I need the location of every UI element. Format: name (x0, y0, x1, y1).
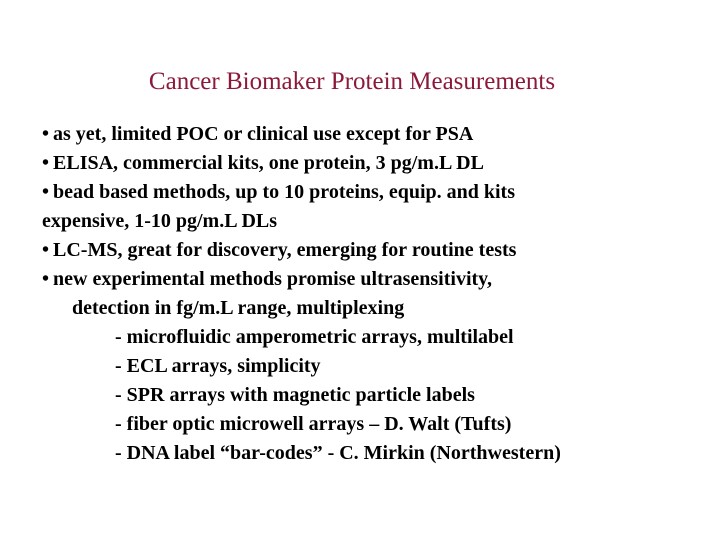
bullet-line-experimental (42, 265, 702, 294)
bullet-line-poc (42, 120, 702, 149)
slide-body (42, 120, 702, 468)
line-text: expensive, 1-10 pg/m.L DLs (42, 210, 278, 232)
line-text: - SPR arrays with magnetic particle labels (115, 384, 475, 406)
sub-item-dna-barcodes (42, 439, 702, 468)
continuation-line-experimental (42, 294, 702, 323)
line-text: as yet, limited POC or clinical use except for PSA (53, 123, 474, 145)
line-text: - microfluidic amperometric arrays, multilabel (115, 326, 514, 348)
line-text: bead based methods, up to 10 proteins, equip. and kits (53, 181, 515, 203)
sub-item-microfluidic (42, 323, 702, 352)
bullet-line-lcms (42, 236, 702, 265)
bullet-icon: • (42, 239, 50, 261)
line-text: - DNA label “bar-codes” - C. Mirkin (Northwestern) (115, 442, 561, 464)
line-text: new experimental methods promise ultrasensitivity, (53, 268, 493, 290)
line-text: detection in fg/m.L range, multiplexing (72, 297, 405, 319)
line-text: LC-MS, great for discovery, emerging for routine tests (53, 239, 517, 261)
bullet-icon: • (42, 268, 50, 290)
line-text: ELISA, commercial kits, one protein, 3 pg/m.L DL (53, 152, 484, 174)
bullet-icon: • (42, 181, 50, 203)
bullet-line-bead (42, 178, 702, 207)
line-text: - fiber optic microwell arrays – D. Walt (Tufts) (115, 413, 512, 435)
bullet-icon: • (42, 123, 50, 145)
sub-item-spr (42, 381, 702, 410)
sub-item-fiber-optic (42, 410, 702, 439)
slide-title: Cancer Biomaker Protein Measurements (148, 68, 556, 95)
sub-item-ecl (42, 352, 702, 381)
continuation-line-bead (42, 207, 702, 236)
line-text: - ECL arrays, simplicity (115, 355, 321, 377)
bullet-line-elisa (42, 149, 702, 178)
bullet-icon: • (42, 152, 50, 174)
